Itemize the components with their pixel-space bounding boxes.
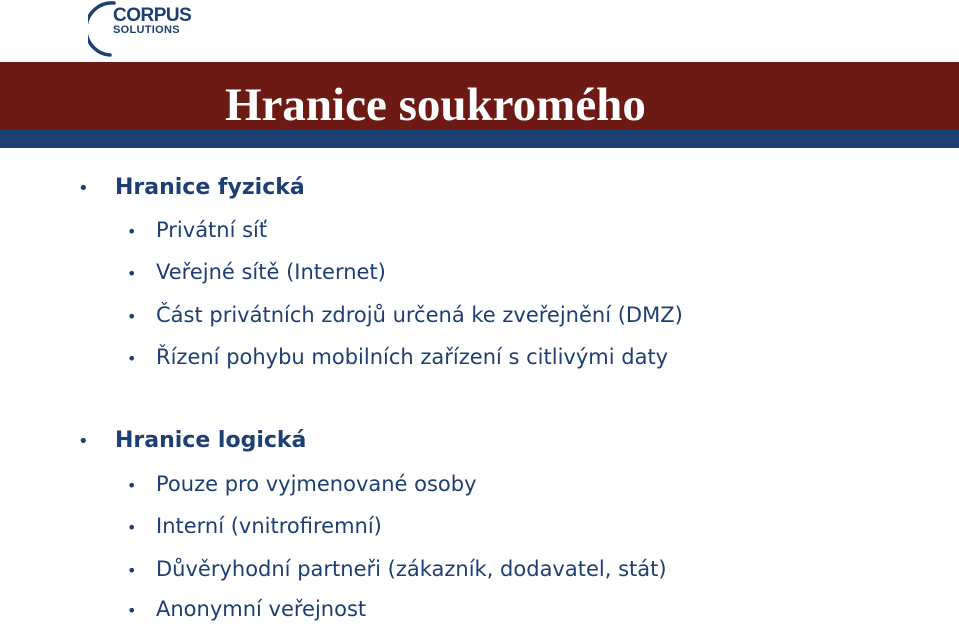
item-bullet: • [127, 518, 137, 537]
list-item: Důvěryhodní partneři (zákazník, dodavatel, stát) [156, 557, 667, 581]
section-heading-physical: Hranice fyzická [115, 175, 305, 200]
item-bullet: • [127, 307, 137, 326]
logo-word-corpus: CORPUS [113, 5, 192, 26]
list-item: Část privátních zdrojů určená ke zveřejnění (DMZ) [156, 303, 683, 327]
item-bullet: • [127, 601, 137, 620]
section-bullet: • [78, 431, 89, 452]
item-bullet: • [127, 222, 137, 241]
list-item: Pouze pro vyjmenované osoby [156, 472, 477, 496]
section-heading-logical: Hranice logická [115, 428, 307, 453]
section-bullet: • [78, 178, 89, 199]
list-item: Interní (vnitrofiremní) [156, 514, 382, 538]
item-bullet: • [127, 349, 137, 368]
item-bullet: • [127, 561, 137, 580]
slide-title: Hranice soukromého [225, 79, 646, 131]
item-bullet: • [127, 476, 137, 495]
logo-word-solutions: SOLUTIONS [113, 24, 180, 36]
list-item: Anonymní veřejnost [156, 597, 367, 621]
list-item: Veřejné sítě (Internet) [156, 260, 386, 284]
item-bullet: • [127, 264, 137, 283]
list-item: Privátní síť [156, 218, 268, 242]
list-item: Řízení pohybu mobilních zařízení s citlivými daty [156, 345, 669, 369]
